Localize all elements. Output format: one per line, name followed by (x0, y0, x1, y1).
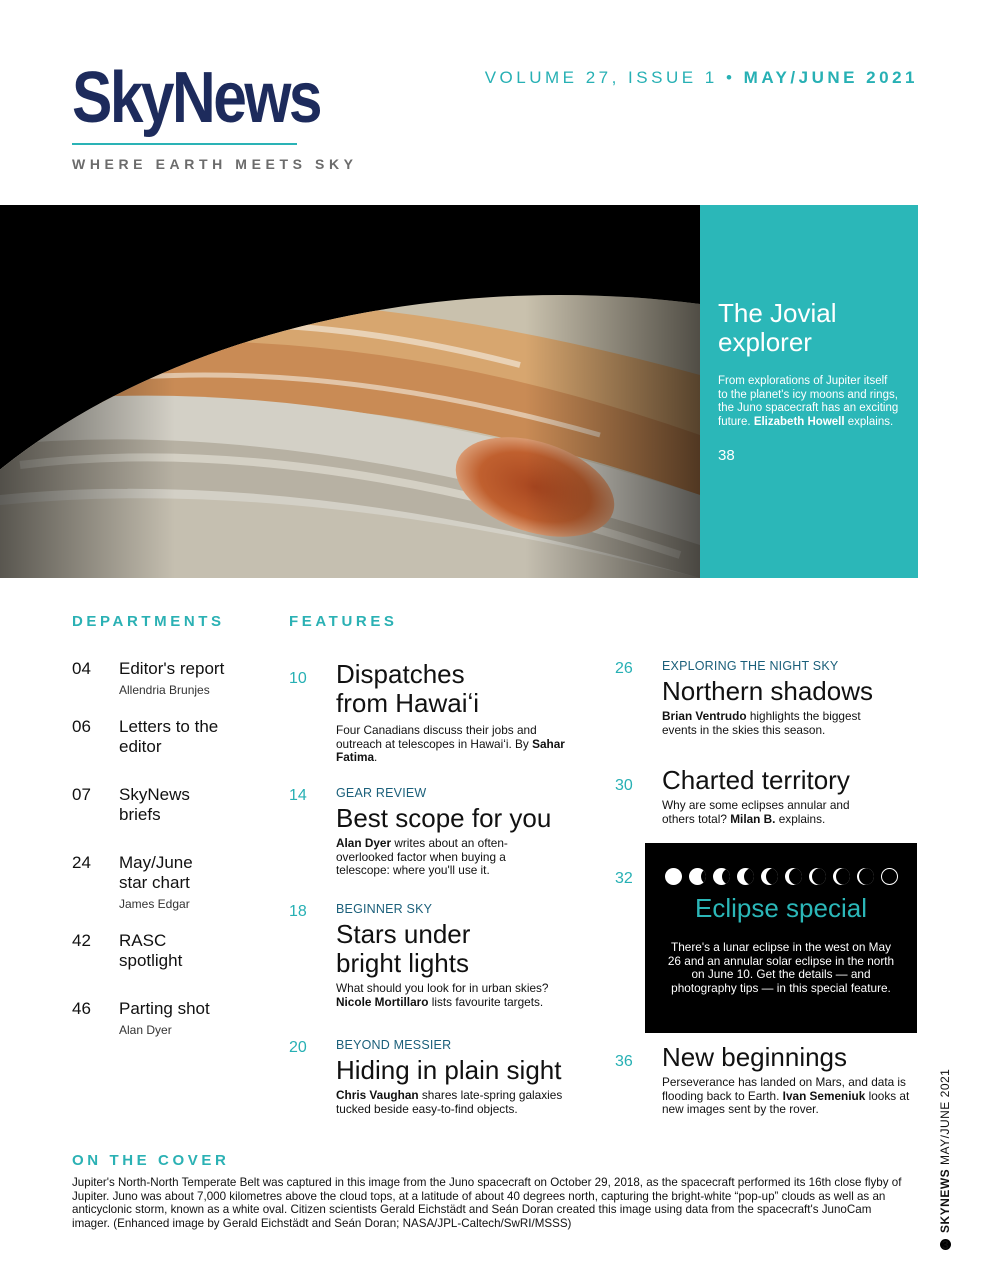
moon-phase-icon (881, 868, 898, 885)
feature-title: Best scope for you (336, 803, 552, 833)
hero-desc-suffix: explains. (847, 415, 894, 428)
page-number: 3 (942, 1238, 949, 1252)
feature-desc-suffix: . (374, 750, 378, 765)
department-title: Parting shot (119, 999, 210, 1018)
feature-author: Nicole Mortillaro (336, 994, 429, 1009)
feature-item[interactable] (336, 786, 596, 878)
feature-author: Ivan Semeniuk (782, 1088, 866, 1103)
feature-desc-text: highlights the biggest events in the skies this season. (662, 709, 861, 737)
feature-item[interactable] (662, 659, 918, 737)
feature-item[interactable] (336, 1038, 596, 1116)
department-author: James Edgar (119, 897, 190, 911)
departments-heading: DEPARTMENTS (72, 613, 225, 630)
moon-phase-icon (761, 868, 778, 885)
department-page: 04 (72, 659, 91, 678)
feature-page-number: 30 (615, 777, 633, 794)
feature-page-number: 26 (615, 660, 633, 677)
department-item[interactable] (72, 717, 272, 757)
feature-page-number: 36 (615, 1053, 633, 1070)
feature-page-number: 18 (289, 903, 307, 920)
hero-page-number: 38 (718, 447, 735, 465)
jupiter-illustration (0, 205, 700, 578)
department-item[interactable] (72, 999, 272, 1037)
feature-title: Eclipse special (695, 893, 867, 923)
feature-desc-text: Four Canadians discuss their jobs and outreach at telescopes in Hawaiʻi. By (336, 723, 537, 751)
issue-volume: VOLUME 27, ISSUE 1 • (484, 68, 736, 87)
folio-brand: SKYNEWS (938, 1168, 952, 1233)
feature-page-number: 10 (289, 670, 307, 687)
feature-description: There's a lunar eclipse in the west on May 26 and an annular solar eclipse in the north on June 10. Get the details — and photography tips — in this special feature. (667, 940, 895, 995)
feature-item[interactable] (336, 660, 586, 765)
hero-jupiter-image[interactable] (0, 205, 700, 578)
logo-rule (72, 143, 297, 145)
moon-phases (665, 868, 897, 888)
department-title: May/June star chart (119, 853, 193, 892)
feature-author: Milan B. (730, 811, 776, 826)
feature-title: Charted territory (662, 765, 850, 795)
feature-title: Dispatches from Hawaiʻi (336, 659, 480, 718)
feature-item[interactable] (662, 1043, 918, 1117)
tagline: WHERE EARTH MEETS SKY (72, 156, 358, 172)
issue-line (485, 68, 918, 88)
feature-page-number: 14 (289, 787, 307, 804)
feature-desc-text: shares late-spring galaxies tucked beside easy-to-find objects. (336, 1088, 563, 1116)
hero-title: The Jovial explorer (718, 298, 837, 357)
feature-author: Sahar Fatima (336, 736, 565, 765)
feature-description (662, 710, 892, 737)
feature-author: Brian Ventrudo (662, 709, 747, 723)
moon-phase-icon (713, 868, 730, 885)
department-title: Letters to the editor (119, 717, 219, 756)
department-page: 42 (72, 931, 91, 950)
hero-desc-text: From explorations of Jupiter itself to the planet's icy moons and rings, the Juno spacecraft has an exciting future. (718, 375, 899, 428)
feature-desc-suffix: lists favourite targets. (431, 994, 544, 1009)
feature-title: Northern shadows (662, 676, 873, 706)
moon-phase-icon (857, 868, 874, 885)
department-title: RASC spotlight (119, 931, 183, 970)
feature-description (662, 799, 872, 826)
department-title: SkyNews briefs (119, 785, 190, 824)
department-author: Alan Dyer (119, 1023, 172, 1037)
issue-date: MAY/JUNE 2021 (743, 68, 918, 87)
department-author: Allendria Brunjes (119, 683, 210, 697)
moon-phase-icon (785, 868, 802, 885)
moon-phase-icon (737, 868, 754, 885)
department-page: 24 (72, 853, 91, 872)
feature-desc-text: Perseverance has landed on Mars, and data is flooding back to Earth. (662, 1075, 906, 1103)
department-item[interactable] (72, 853, 272, 911)
cover-caption: Jupiter's North-North Temperate Belt was captured in this image from the Juno spacecraft on October 29, 2018, as the spacecraft performed its 16th close flyby of Jupiter. Juno was about 7,000 kilometres above the cloud tops, at a latitude of about 40 degrees north, capturing the bright-white “pop-up” clouds as well as an anticyclonic storm, known as a white oval. Citizen scientists Gerald Eichstädt and Seán Doran created this image using data from the spacecraft's JunoCam imager. (Enhanced image by Gerald Eichstädt and Seán Doran; NASA/JPL-Caltech/SwRI/MSSS) (72, 1176, 902, 1230)
eclipse-special-box[interactable] (645, 843, 917, 1033)
department-item[interactable] (72, 659, 272, 697)
department-page: 06 (72, 717, 91, 736)
feature-description (662, 1076, 918, 1117)
skynews-logo: SkyNews (72, 58, 320, 138)
feature-item[interactable] (336, 902, 596, 1009)
feature-desc-text: What should you look for in urban skies? (336, 981, 549, 995)
department-page: 07 (72, 785, 91, 804)
feature-kicker: EXPLORING THE NIGHT SKY (662, 659, 839, 673)
department-item[interactable] (72, 785, 272, 825)
hero-description (718, 375, 900, 429)
feature-kicker: BEGINNER SKY (336, 902, 433, 916)
moon-phase-icon (833, 868, 850, 885)
feature-description (336, 724, 566, 765)
feature-author: Chris Vaughan (336, 1088, 419, 1102)
feature-author: Alan Dyer (336, 836, 392, 850)
features-heading: FEATURES (289, 613, 398, 630)
department-title: Editor's report (119, 659, 225, 678)
feature-description (336, 837, 546, 878)
feature-description (336, 1089, 596, 1116)
feature-desc-suffix: looks at new images sent by the rover. (662, 1088, 910, 1117)
feature-kicker: GEAR REVIEW (336, 786, 427, 800)
feature-item[interactable] (662, 766, 918, 826)
department-item[interactable] (72, 931, 272, 971)
moon-phase-icon (689, 868, 706, 885)
feature-page-number: 20 (289, 1039, 307, 1056)
hero-author: Elizabeth Howell (753, 415, 845, 428)
department-page: 46 (72, 999, 91, 1018)
feature-desc-suffix: explains. (778, 811, 826, 826)
feature-title: New beginnings (662, 1042, 848, 1072)
folio-issue: MAY/JUNE 2021 (938, 1068, 952, 1165)
cover-heading: ON THE COVER (72, 1152, 230, 1169)
feature-title: Stars under bright lights (336, 919, 471, 978)
feature-desc-text: writes about an often-overlooked factor when buying a telescope: where you'll use it. (336, 836, 508, 878)
feature-kicker: BEYOND MESSIER (336, 1038, 452, 1052)
moon-phase-icon (665, 868, 682, 885)
moon-phase-icon (809, 868, 826, 885)
folio-vertical (938, 1069, 952, 1250)
feature-description (336, 982, 576, 1009)
feature-desc-text: Why are some eclipses annular and others total? (662, 798, 850, 826)
feature-page-number: 32 (615, 870, 633, 887)
hero-feature-panel[interactable] (700, 205, 918, 578)
feature-title: Hiding in plain sight (336, 1055, 562, 1085)
